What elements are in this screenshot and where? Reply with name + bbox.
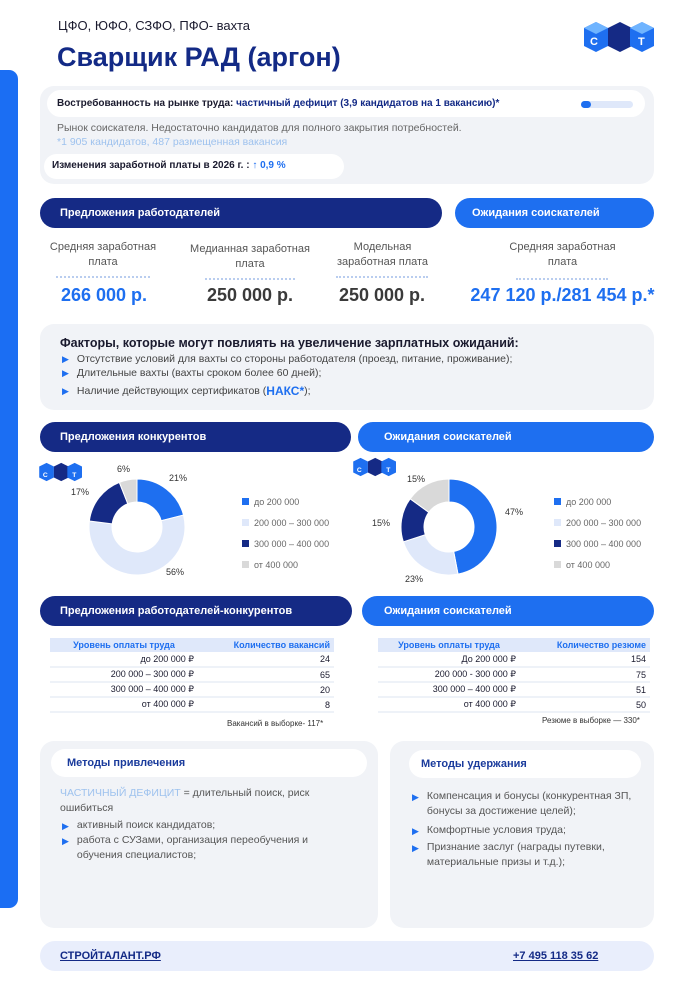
factor-text: Отсутствие условий для вахты со стороны работодателя (проезд, питание, проживание); [76, 353, 513, 365]
legend-item [554, 491, 641, 512]
site-link[interactable]: СТРОЙТАЛАНТ.РФ [60, 950, 161, 962]
demand-label: Востребованность на рынке труда: [57, 98, 234, 109]
arrow-right-icon: ▶ [62, 367, 69, 378]
legend-label: до 200 000 [254, 496, 300, 507]
mode-salary-value: 250 000 р. [338, 285, 426, 305]
legend-label: 300 000 – 400 000 [254, 538, 330, 549]
data-label: 6% [117, 464, 131, 474]
data-label: 56% [166, 567, 185, 577]
competitors-chart-header [40, 422, 351, 452]
attract-title-pill [51, 749, 367, 777]
cand-avg-salary-divider [516, 278, 608, 280]
avg-salary-divider [56, 276, 150, 278]
legend-label: до 200 000 [566, 496, 612, 507]
resumes-table-header [362, 596, 654, 626]
table-row [50, 652, 334, 667]
candidates-legend [554, 491, 641, 575]
pie-slice [403, 535, 458, 575]
retain-title-pill [409, 750, 641, 778]
median-salary-label: Медианная заработная плата [190, 243, 310, 270]
attract-item [62, 833, 332, 863]
arrow-right-icon: ▶ [62, 821, 69, 831]
page-title: Сварщик РАД (аргон) [57, 42, 341, 72]
legend-item [554, 512, 641, 533]
logo-letter-c: С [590, 36, 598, 48]
legend-item [242, 554, 329, 575]
arrow-right-icon: ▶ [62, 385, 69, 396]
logo-letter-c: С [356, 466, 362, 474]
table-header-row [378, 638, 650, 652]
demand-progress-track [581, 101, 633, 108]
table-cell: 24 [198, 652, 334, 667]
legend-label: 300 000 – 400 000 [566, 538, 642, 549]
logo-letter-t: Т [72, 471, 77, 479]
retain-item-text: Компенсация и бонусы (конкурентная ЗП, бонусы за достижение целей); [426, 790, 632, 817]
retain-title: Методы удержания [421, 758, 527, 770]
legend-swatch [554, 561, 561, 568]
data-label: 15% [407, 474, 426, 484]
factor-item [62, 367, 321, 379]
pie-slice [137, 479, 183, 521]
table-cell: от 400 000 ₽ [378, 697, 520, 712]
competitors-chart-header-label: Предложения конкурентов [60, 431, 207, 443]
salary-change-line [52, 160, 286, 171]
table-cell: 300 000 – 400 000 ₽ [50, 682, 198, 697]
arrow-right-icon: ▶ [412, 843, 419, 853]
legend-item [554, 533, 641, 554]
data-label: 21% [169, 473, 188, 483]
attract-text [60, 786, 360, 816]
table-cell: до 200 000 ₽ [50, 652, 198, 667]
table-cell: 51 [520, 682, 650, 697]
legend-label: от 400 000 [254, 559, 298, 570]
vacancies-table [50, 638, 334, 713]
column-header: Количество резюме [520, 638, 650, 652]
legend-swatch [554, 540, 561, 547]
logo-letter-t: Т [386, 466, 391, 474]
data-label: 23% [405, 574, 424, 584]
table-row [378, 697, 650, 712]
legend-label: 200 000 – 300 000 [566, 517, 642, 528]
vacancies-table-header-label: Предложения работодателей-конкурентов [60, 605, 293, 617]
data-label: 17% [71, 487, 90, 497]
legend-swatch [554, 498, 561, 505]
attract-item-text: активный поиск кандидатов; [76, 819, 216, 831]
attract-title: Методы привлечения [67, 757, 186, 769]
legend-swatch [242, 561, 249, 568]
retain-item-text: Комфортные условия труда; [426, 824, 566, 836]
legend-item [242, 512, 329, 533]
arrow-right-icon: ▶ [412, 792, 419, 802]
table-cell: 65 [198, 667, 334, 682]
candidates-chart-header [358, 422, 654, 452]
legend-label: от 400 000 [566, 559, 610, 570]
avg-salary-value: 266 000 р. [60, 285, 148, 305]
table-row [50, 682, 334, 697]
column-header: Количество вакансий [198, 638, 334, 652]
legend-swatch [242, 519, 249, 526]
table-cell: 154 [520, 652, 650, 667]
avg-salary-label: Средняя заработная плата [49, 241, 157, 268]
table-row [50, 667, 334, 682]
factors-title: Факторы, которые могут повлиять на увеличение зарплатных ожиданий: [60, 336, 519, 350]
candidates-header-label: Ожидания соискателей [472, 207, 600, 219]
logo-letter-t: Т [638, 36, 645, 48]
arrow-up-icon: ↑ [252, 160, 258, 171]
mode-salary-label: Модельная заработная плата [336, 241, 429, 268]
table-row [378, 682, 650, 697]
legend-swatch [554, 519, 561, 526]
attract-highlight: ЧАСТИЧНЫЙ ДЕФИЦИТ [60, 787, 181, 799]
factor-text: Длительные вахты (вахты сроком более 60 дней); [76, 367, 322, 379]
demand-value: частичный дефицит (3,9 кандидатов на 1 вакансию)* [236, 98, 500, 109]
region-label: ЦФО, ЮФО, СЗФО, ПФО- вахта [58, 18, 251, 33]
salary-change-label: Изменения заработной платы в 2026 г. : [52, 160, 250, 171]
table-cell: 200 000 – 300 000 ₽ [50, 667, 198, 682]
competitors-legend [242, 491, 329, 575]
table-cell: 300 000 – 400 000 ₽ [378, 682, 520, 697]
candidates-donut-chart [392, 470, 506, 584]
demand-line [57, 98, 499, 109]
median-salary-value: 250 000 р. [206, 285, 294, 305]
table-cell: 8 [198, 697, 334, 712]
pie-slice [449, 479, 497, 574]
attract-description: = длительный поиск, риск ошибиться [60, 787, 310, 814]
legend-item [242, 491, 329, 512]
arrow-right-icon: ▶ [62, 353, 69, 364]
table-cell: 200 000 - 300 000 ₽ [378, 667, 520, 682]
arrow-right-icon: ▶ [412, 826, 419, 836]
demand-progress-fill [581, 101, 591, 108]
candidates-chart-header-label: Ожидания соискателей [384, 431, 512, 443]
retain-item [412, 840, 648, 870]
retain-item [412, 823, 648, 839]
table-header-row [50, 638, 334, 652]
pie-slice [89, 515, 185, 575]
data-label: 15% [372, 518, 391, 528]
naks-highlight: НАКС* [266, 384, 305, 398]
company-logo [582, 20, 654, 54]
column-header: Уровень оплаты труда [50, 638, 198, 652]
cand-avg-salary-label: Средняя заработная плата [509, 241, 616, 268]
resumes-note: Резюме в выборке — 330* [542, 716, 640, 725]
table-cell: 20 [198, 682, 334, 697]
data-label: 47% [505, 507, 524, 517]
arrow-right-icon: ▶ [62, 836, 69, 846]
table-cell: от 400 000 ₽ [50, 697, 198, 712]
employers-header [40, 198, 442, 228]
table-row [50, 697, 334, 712]
vacancies-table-header [40, 596, 352, 626]
median-salary-divider [205, 278, 295, 280]
phone-link[interactable]: +7 495 118 35 62 [513, 950, 599, 962]
vacancies-note: Вакансий в выборке- 117* [227, 719, 324, 728]
competitors-logo [38, 461, 82, 483]
legend-swatch [242, 540, 249, 547]
cand-avg-salary-value: 247 120 р./281 454 р.* [470, 285, 655, 305]
retain-item [412, 789, 648, 819]
employers-header-label: Предложения работодателей [60, 207, 221, 219]
candidates-header [455, 198, 654, 228]
factor-text: Наличие действующих сертификатов ( [76, 385, 267, 397]
table-row [378, 652, 650, 667]
mode-salary-divider [336, 276, 428, 278]
table-cell: 50 [520, 697, 650, 712]
table-cell: 75 [520, 667, 650, 682]
side-accent-bar [0, 70, 18, 908]
legend-item [554, 554, 641, 575]
table-row [378, 667, 650, 682]
candidates-logo [352, 456, 396, 478]
factor-tail: ); [304, 385, 311, 397]
retain-item-text: Признание заслуг (награды путевки, материальные призы и т.д.); [426, 841, 605, 868]
legend-swatch [242, 498, 249, 505]
column-header: Уровень оплаты труда [378, 638, 520, 652]
market-footnote: *1 905 кандидатов, 487 размещенная вакансия [57, 136, 288, 148]
table-cell: До 200 000 ₽ [378, 652, 520, 667]
attract-item [62, 818, 362, 834]
resumes-table [378, 638, 650, 713]
salary-change-value: 0,9 % [260, 160, 286, 171]
attract-item-text: работа с СУЗами, организация переобучения и обучения специалистов; [76, 834, 309, 861]
factor-item [62, 384, 311, 398]
legend-label: 200 000 – 300 000 [254, 517, 330, 528]
factor-item [62, 353, 512, 365]
market-description: Рынок соискателя. Недостаточно кандидатов для полного закрытия потребностей. [57, 122, 462, 134]
logo-letter-c: С [42, 471, 48, 479]
resumes-table-header-label: Ожидания соискателей [384, 605, 512, 617]
legend-item [242, 533, 329, 554]
